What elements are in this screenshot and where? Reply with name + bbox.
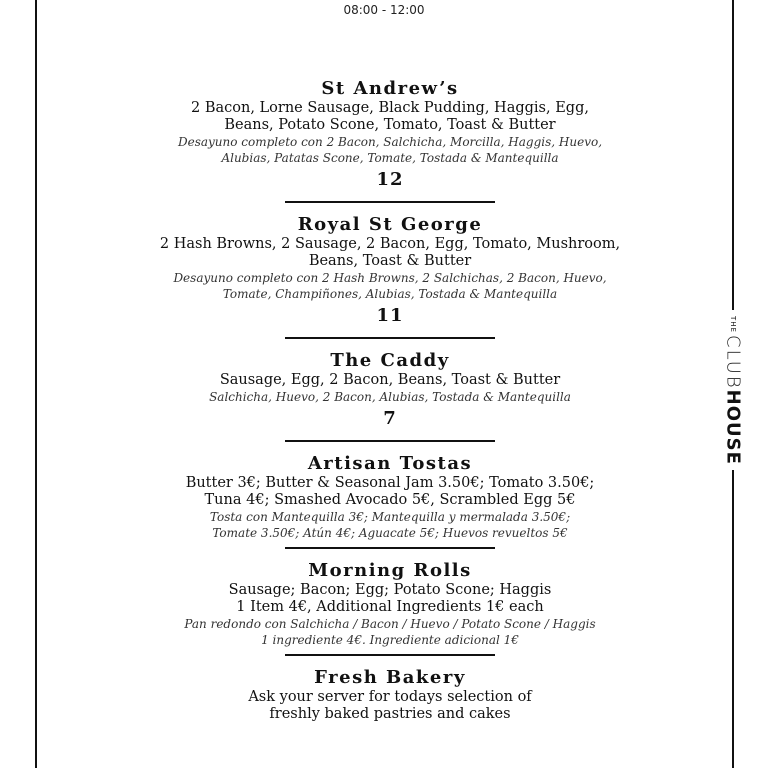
item-title: Morning Rolls	[308, 560, 472, 581]
item-description-line: Ask your server for todays selection of	[248, 689, 532, 705]
item-description-line: 2 Bacon, Lorne Sausage, Black Pudding, Haggis, Egg,	[191, 100, 589, 116]
item-description-line: Tuna 4€; Smashed Avocado 5€, Scrambled Egg 5€	[204, 492, 576, 508]
item-description-line: freshly baked pastries and cakes	[269, 706, 511, 722]
logo-club: CLUB	[722, 334, 744, 390]
section-divider	[285, 440, 495, 442]
item-price: 11	[376, 305, 404, 326]
item-spanish-line: Pan redondo con Salchicha / Bacon / Huevo / Potato Scone / Haggis	[184, 617, 596, 631]
item-spanish-line: Tomate 3.50€; Atún 4€; Aguacate 5€; Huevos revueltos 5€	[212, 526, 568, 540]
clubhouse-logo	[718, 310, 748, 470]
item-spanish-line: Desayuno completo con 2 Hash Browns, 2 Salchichas, 2 Bacon, Huevo,	[173, 271, 607, 285]
item-title: The Caddy	[330, 350, 450, 371]
menu-item-artisan-tostas	[140, 453, 640, 541]
item-spanish-line: Desayuno completo con 2 Bacon, Salchicha, Morcilla, Haggis, Huevo,	[177, 135, 603, 149]
item-spanish-line: Tosta con Mantequilla 3€; Mantequilla y mermalada 3.50€;	[209, 510, 571, 524]
logo-the: THE	[729, 315, 737, 333]
item-price: 7	[383, 408, 397, 429]
item-description-line: 1 Item 4€, Additional Ingredients 1€ each	[236, 599, 544, 615]
item-title: St Andrew’s	[321, 78, 459, 99]
logo-house: HOUSE	[722, 389, 744, 465]
item-title: Royal St George	[297, 214, 483, 235]
item-spanish-line: 1 ingrediente 4€. Ingrediente adicional 1€	[261, 633, 519, 647]
section-divider	[285, 201, 495, 203]
menu-item-the-caddy	[140, 350, 640, 431]
section-divider	[285, 337, 495, 339]
menu-item-royal-st-george	[140, 214, 640, 328]
left-border-line	[35, 0, 37, 768]
item-description-line: Sausage; Bacon; Egg; Potato Scone; Haggis	[228, 582, 552, 598]
item-spanish-line: Tomate, Champiñones, Alubias, Tostada & Mantequilla	[222, 287, 558, 301]
item-spanish-line: Alubias, Patatas Scone, Tomate, Tostada & Mantequilla	[221, 151, 559, 165]
section-divider	[285, 654, 495, 656]
item-description-line: Butter 3€; Butter & Seasonal Jam 3.50€; Tomato 3.50€;	[185, 475, 595, 491]
item-description-line: Beans, Toast & Butter	[308, 253, 472, 269]
item-price: 12	[376, 169, 404, 190]
menu-item-fresh-bakery	[140, 667, 640, 723]
item-title: Fresh Bakery	[314, 667, 466, 688]
item-title: Artisan Tostas	[307, 453, 473, 474]
item-description-line: Beans, Potato Scone, Tomato, Toast & Butter	[224, 117, 556, 133]
item-spanish-line: Salchicha, Huevo, 2 Bacon, Alubias, Tostada & Mantequilla	[209, 390, 571, 404]
menu-item-morning-rolls	[140, 560, 640, 648]
menu-content	[140, 78, 640, 723]
section-divider	[285, 547, 495, 549]
item-description-line: Sausage, Egg, 2 Bacon, Beans, Toast & Butter	[219, 372, 561, 388]
item-description-line: 2 Hash Browns, 2 Sausage, 2 Bacon, Egg, Tomato, Mushroom,	[159, 236, 621, 252]
menu-item-st-andrews	[140, 78, 640, 192]
service-hours: 08:00 - 12:00	[343, 3, 425, 17]
